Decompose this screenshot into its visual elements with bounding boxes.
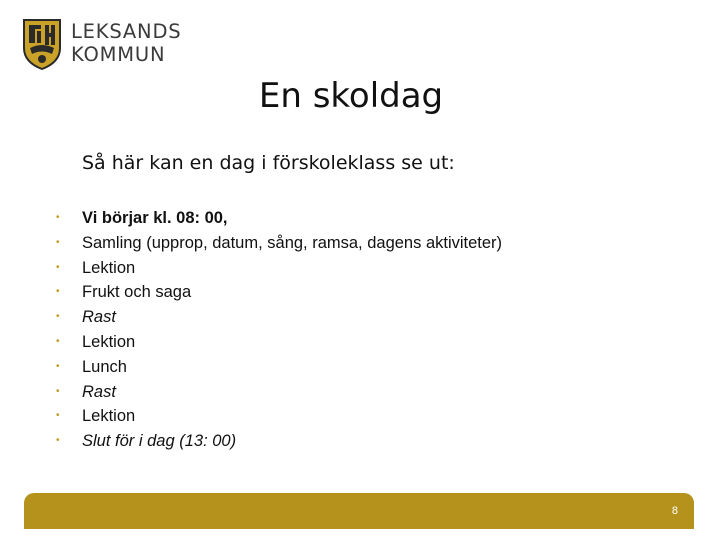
schedule-item <box>56 280 502 305</box>
schedule-item <box>56 404 502 429</box>
schedule-item-text: Lunch <box>82 357 127 376</box>
schedule-item <box>56 380 502 405</box>
schedule-list <box>56 206 502 454</box>
schedule-item-text: Lektion <box>82 258 136 277</box>
logo-wordmark <box>71 20 181 66</box>
slide-title: En skoldag <box>258 76 444 116</box>
bullet-marker: • <box>56 435 60 447</box>
schedule-item <box>56 355 502 380</box>
schedule-item <box>56 231 502 256</box>
schedule-item-text: Lektion <box>82 332 136 351</box>
schedule-item-text: Slut för i dag (13: 00) <box>82 432 237 451</box>
footer-bar <box>24 493 694 529</box>
page-number: 8 <box>671 505 678 517</box>
schedule-item-text: Samling (upprop, datum, sång, ramsa, dagens aktiviteter) <box>82 233 503 252</box>
bullet-marker: • <box>56 286 60 298</box>
logo-line-1: LEKSANDS <box>71 20 182 43</box>
bullet-marker: • <box>56 261 60 273</box>
schedule-item-text: Vi börjar kl. 08: 00, <box>82 209 228 227</box>
schedule-item-text: Frukt och saga <box>82 283 192 302</box>
schedule-item-text: Rast <box>82 308 116 327</box>
schedule-item <box>56 429 502 454</box>
bullet-marker: • <box>56 311 60 323</box>
schedule-item <box>56 330 502 355</box>
coat-of-arms-icon <box>22 18 62 70</box>
schedule-item <box>56 256 502 281</box>
schedule-item-text: Rast <box>82 382 116 401</box>
bullet-marker: • <box>56 212 60 223</box>
leksands-kommun-logo <box>22 18 192 70</box>
bullet-marker: • <box>56 360 60 372</box>
bullet-marker: • <box>56 236 60 248</box>
logo-line-2: KOMMUN <box>71 43 166 66</box>
schedule-item <box>56 305 502 330</box>
schedule-item-text: Lektion <box>82 407 136 426</box>
schedule-item <box>56 206 502 231</box>
bullet-marker: • <box>56 410 60 422</box>
bullet-marker: • <box>56 385 60 397</box>
slide-subtitle: Så här kan en dag i förskoleklass se ut: <box>82 152 455 174</box>
bullet-marker: • <box>56 335 60 347</box>
